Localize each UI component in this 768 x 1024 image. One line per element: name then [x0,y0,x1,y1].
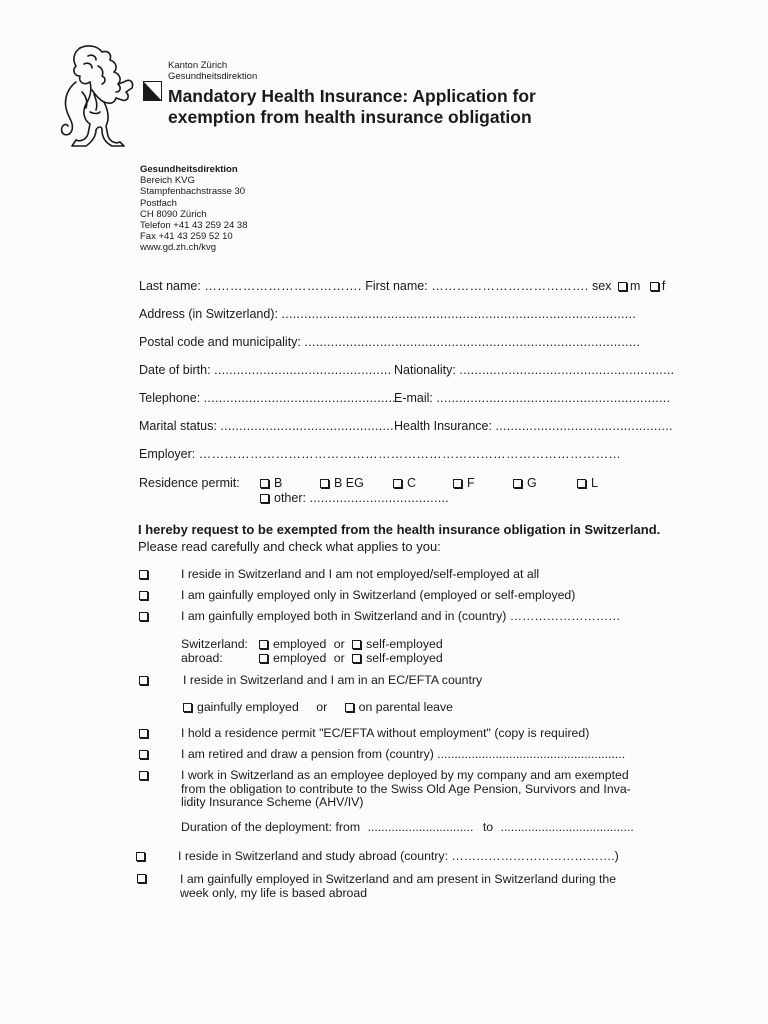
email-label: E-mail: [394,391,433,405]
option-7-line-1: I work in Switzerland as an employee deployed by my company and am exempted [181,768,629,782]
address-city: CH 8090 Zürich [140,208,207,220]
eu-or: or [316,700,328,714]
option-7-checkbox[interactable] [139,771,148,780]
dob-label: Date of birth: [139,363,211,377]
sw-employed-label: employed [273,637,327,651]
nationality-row [394,363,674,377]
permit-g-label: G [527,476,537,490]
option-3-checkbox[interactable] [139,612,148,621]
title-line-1: Mandatory Health Insurance: Application for [168,86,536,106]
permit-c-checkbox[interactable] [393,479,402,488]
sex-m-checkbox[interactable] [618,282,627,291]
address-row [139,307,636,321]
duration-from-field[interactable]: ............................... [367,820,474,834]
address-phone: Telefon +41 43 259 24 38 [140,220,248,232]
dob-label-row [139,363,391,377]
last-name-field[interactable]: ………………………………. [204,279,362,293]
deployment-duration [181,821,634,835]
option-5-text: I hold a residence permit "EC/EFTA without employment" (copy is required) [181,726,590,740]
duration-to-label: to [482,820,494,834]
sw-self-employed-label: self-employed [366,637,443,651]
address-label: Address (in Switzerland): [139,307,278,321]
switzerland-label: Switzerland: [181,637,248,651]
option-9-checkbox[interactable] [137,874,146,883]
permit-l-label: L [591,476,598,490]
postal-label: Postal code and municipality: [139,335,301,349]
option-8-checkbox[interactable] [136,852,145,861]
ab-employed [259,652,443,666]
option-6-checkbox[interactable] [139,750,148,759]
first-name-field[interactable]: ………………………………. [431,279,589,293]
permit-other-label: other: [274,491,306,505]
address-web: www.gd.zh.ch/kvg [140,242,217,254]
permit-beg[interactable] [320,476,364,490]
address-org: Gesundheitsdirektion [140,164,238,175]
parental-label: on parental leave [358,700,453,714]
option-9-line-2: week only, my life is based abroad [180,885,368,900]
address-field[interactable]: .............................................................................................. [281,307,637,321]
option-8-text: I reside in Switzerland and study abroad (country: ………………………………….) [178,849,619,863]
telephone-field[interactable]: ................................................... [203,391,397,405]
request-normal: Please read carefully and check what applies to you: [138,539,441,554]
permit-g[interactable] [513,476,537,490]
permit-f-checkbox[interactable] [453,479,462,488]
address-pobox: Postfach [140,197,177,209]
permit-beg-label: B EG [334,476,364,490]
permit-other-checkbox[interactable] [260,494,269,503]
nationality-field[interactable]: ......................................................... [459,363,675,377]
sw-employed [259,638,443,652]
address-street: Stampfenbachstrasse 30 [140,186,246,198]
marital-label: Marital status: [139,419,217,433]
permit-f[interactable] [453,476,475,490]
name-row [139,279,665,293]
marital-row [139,419,394,433]
option-5-checkbox[interactable] [139,729,148,738]
health-insurance-field[interactable]: ............................................... [495,419,673,433]
gainful-label: gainfully employed [197,700,299,714]
option-7-text [181,769,631,810]
permit-c[interactable] [393,476,416,490]
permit-b[interactable] [260,476,282,490]
option-7-line-3: lidity Insurance Scheme (AHV/IV) [181,795,364,809]
option-1-text: I reside in Switzerland and I am not employed/self-employed at all [181,567,540,581]
ab-self-employed-label: self-employed [366,651,443,665]
sex-f-checkbox[interactable] [650,282,659,291]
sw-employed-checkbox[interactable] [259,640,268,649]
option-4-checkbox[interactable] [139,676,148,685]
permit-l[interactable] [577,476,598,490]
option-6-text: I am retired and draw a pension from (country) ....................................................... [181,747,626,761]
sex-f-label: f [661,279,666,293]
parental-checkbox[interactable] [345,703,354,712]
abroad-label: abroad: [181,651,223,665]
permit-f-label: F [467,476,475,490]
employer-field[interactable]: ……………………………………………………………………………………… [198,447,622,461]
permit-g-checkbox[interactable] [513,479,522,488]
canton-zurich-lion-logo [58,42,140,150]
sex-label: sex [592,279,612,293]
option-2-text: I am gainfully employed only in Switzerland (employed or self-employed) [181,588,576,602]
employer-label: Employer: [139,447,196,461]
canton-name: Kanton Zürich [168,60,228,71]
address-dept: Bereich KVG [140,175,195,187]
ab-employed-checkbox[interactable] [259,654,268,663]
telephone-row [139,391,396,405]
permit-b-checkbox[interactable] [260,479,269,488]
permit-c-label: C [407,476,417,490]
duration-to-field[interactable]: ....................................... [500,820,634,834]
dob-field[interactable]: ............................................... [214,363,392,377]
telephone-label: Telephone: [139,391,201,405]
option-9-line-1: I am gainfully employed in Switzerland and am present in Switzerland during the [180,872,617,886]
health-insurance-row [394,419,673,433]
canton-header [168,60,257,82]
page-title [168,86,536,128]
address-block [140,164,248,254]
option-9-text [180,873,616,900]
postal-field[interactable]: ......................................................................................... [304,335,641,349]
ab-self-employed-checkbox[interactable] [352,654,361,663]
title-line-2: exemption from health insurance obligation [168,107,532,127]
marital-field[interactable]: .............................................. [220,419,394,433]
sw-self-employed-checkbox[interactable] [352,640,361,649]
residence-label: Residence permit: [139,476,240,490]
option-4-text: I reside in Switzerland and I am in an EC/EFTA country [183,673,483,687]
option-7-line-2: from the obligation to contribute to the Swiss Old Age Pension, Survivors and Inva- [181,781,631,796]
gainful-checkbox[interactable] [183,703,192,712]
request-statement [138,521,678,555]
first-name-label: First name: [365,279,428,293]
nationality-label: Nationality: [394,363,456,377]
last-name-label: Last name: [139,279,201,293]
permit-beg-checkbox[interactable] [320,479,329,488]
email-field[interactable]: .............................................................. [436,391,671,405]
address-fax: Fax +41 43 259 52 10 [140,231,233,243]
sw-or: or [333,637,345,651]
ab-or: or [333,651,345,665]
permit-l-checkbox[interactable] [577,479,586,488]
permit-other-field[interactable]: ..................................... [309,491,450,505]
email-row [394,391,670,405]
postal-row [139,335,640,349]
ab-employed-label: employed [273,651,327,665]
employer-row [139,447,621,461]
option-1-checkbox[interactable] [139,570,148,579]
directorate-name: Gesundheitsdirektion [168,71,258,82]
option-2-checkbox[interactable] [139,591,148,600]
duration-label: Duration of the deployment: from [181,820,361,834]
request-bold: I hereby request to be exempted from the health insurance obligation in Switzerland. [138,522,661,537]
sex-m-label: m [629,279,641,293]
permit-other [260,491,449,505]
health-insurance-label: Health Insurance: [394,419,492,433]
option-3-text: I am gainfully employed both in Switzerland and in (country) ……………………… [181,609,621,623]
permit-b-label: B [274,476,283,490]
eu-employment-choice [183,701,453,715]
canton-shield-icon [143,81,162,101]
